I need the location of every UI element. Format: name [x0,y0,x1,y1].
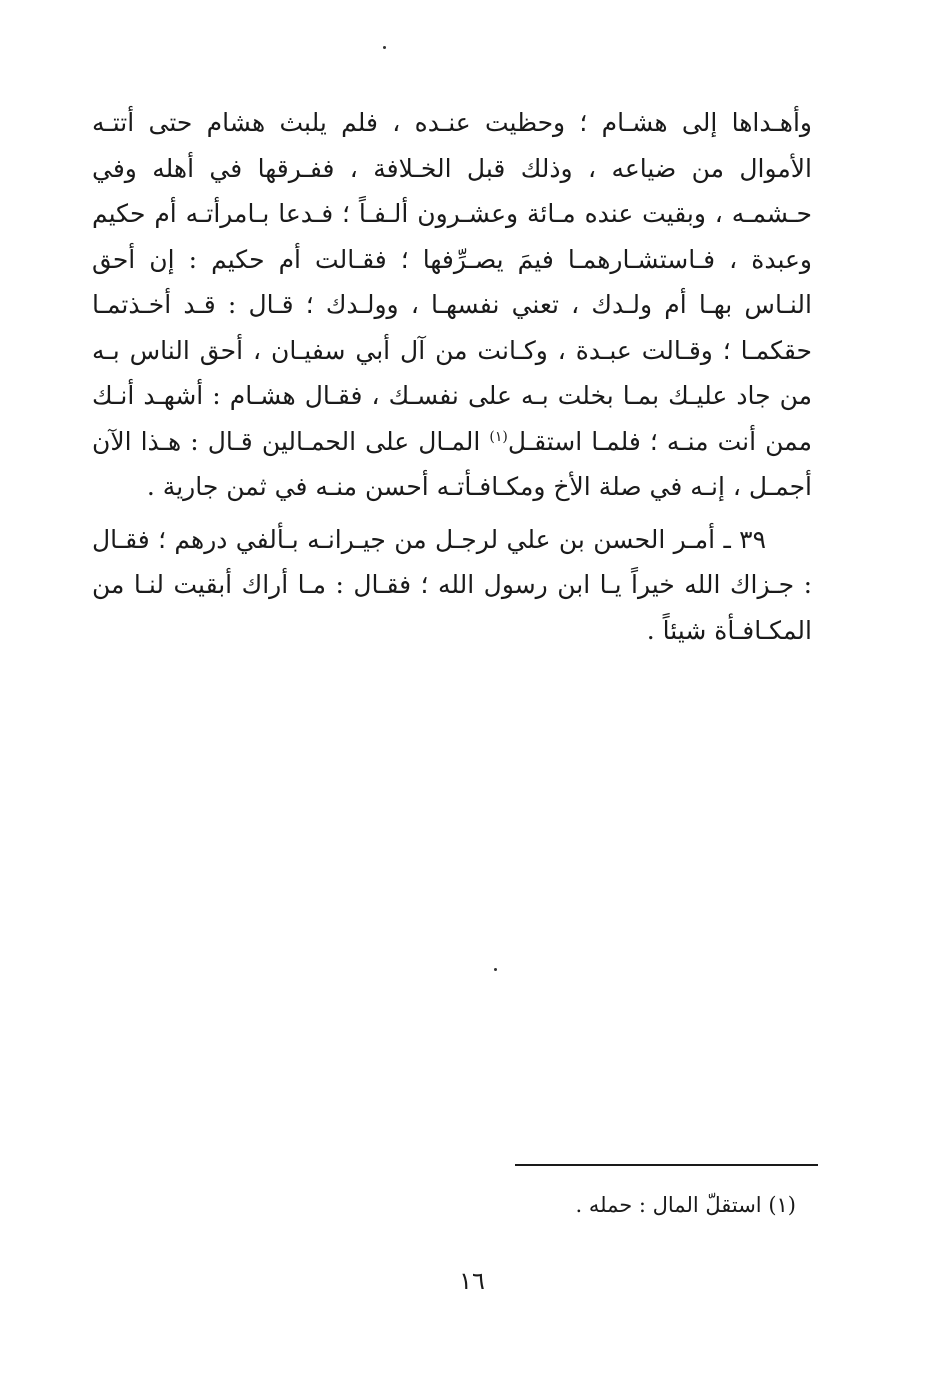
page-number: ١٦ [459,1267,485,1295]
text-line: قـال : هـذا الآن أجمـل ، إنـه في صلة الأخ ومكـافـأتـه أحسن منـه في ثمن [92,426,812,501]
ink-speck-middle [494,968,497,971]
text-line: سفيـان ، أحق الناس بـه من جاد عليـك بمـا بخلت بـه على نفسـك ، فقـال [92,335,812,410]
text-line: جارية . [146,472,219,501]
text-line: مـائة وعشـرون ألـفـاً ؛ فـدعا بـامرأتـه أم حكيم وعبدة ، فـاستشـارهمـا فيمَ [92,199,812,274]
footnote: (١) استقلّ المال : حمله . [575,1193,796,1217]
text-line: وولـدك ؛ قـال : قـد أخـذتمـا حقكمـا ؛ وقـالت عبـدة ، وكـانت من آل أبي [92,290,812,365]
text-line: وأهـداها إلى هشـام ؛ وحظيت عنـده ، فلم يلبث هشام حتى أتتـه الأموال من [92,108,813,183]
text-line: شيئاً . [646,615,707,645]
paragraph-1 [92,100,812,510]
paragraph-2 [92,517,812,654]
text-line: هشـام : أشهـد أنـك ممن أنت منـه ؛ فلمـا استقـل [92,381,812,456]
main-text [92,100,812,653]
footnote-marker: (١) [489,428,508,445]
footnote-separator [515,1164,818,1166]
text-line: يصـرِّفها ؛ فقـالت أم حكيم : إن أحق النـاس بهـا أم ولـدك ، تعني نفسهـا ، [92,244,812,319]
text-line: المـال على الحمـالين [261,426,490,456]
text-line: ٣٩ ـ أمـر الحسن بن علي لرجـل من جيـرانـه بـألفي درهم ؛ فقـال : [92,524,812,599]
text-line: جـزاك الله خيراً يـا ابن رسول الله ؛ فقـال : مـا أراك أبقيت لنـا من المكـافـأة [92,570,812,645]
text-line: ضياعه ، وذلك قبل الخـلافة ، ففـرقها في أهله وفي حـشمـه ، وبقيت عنده [92,153,812,228]
ink-speck-top [383,46,386,49]
